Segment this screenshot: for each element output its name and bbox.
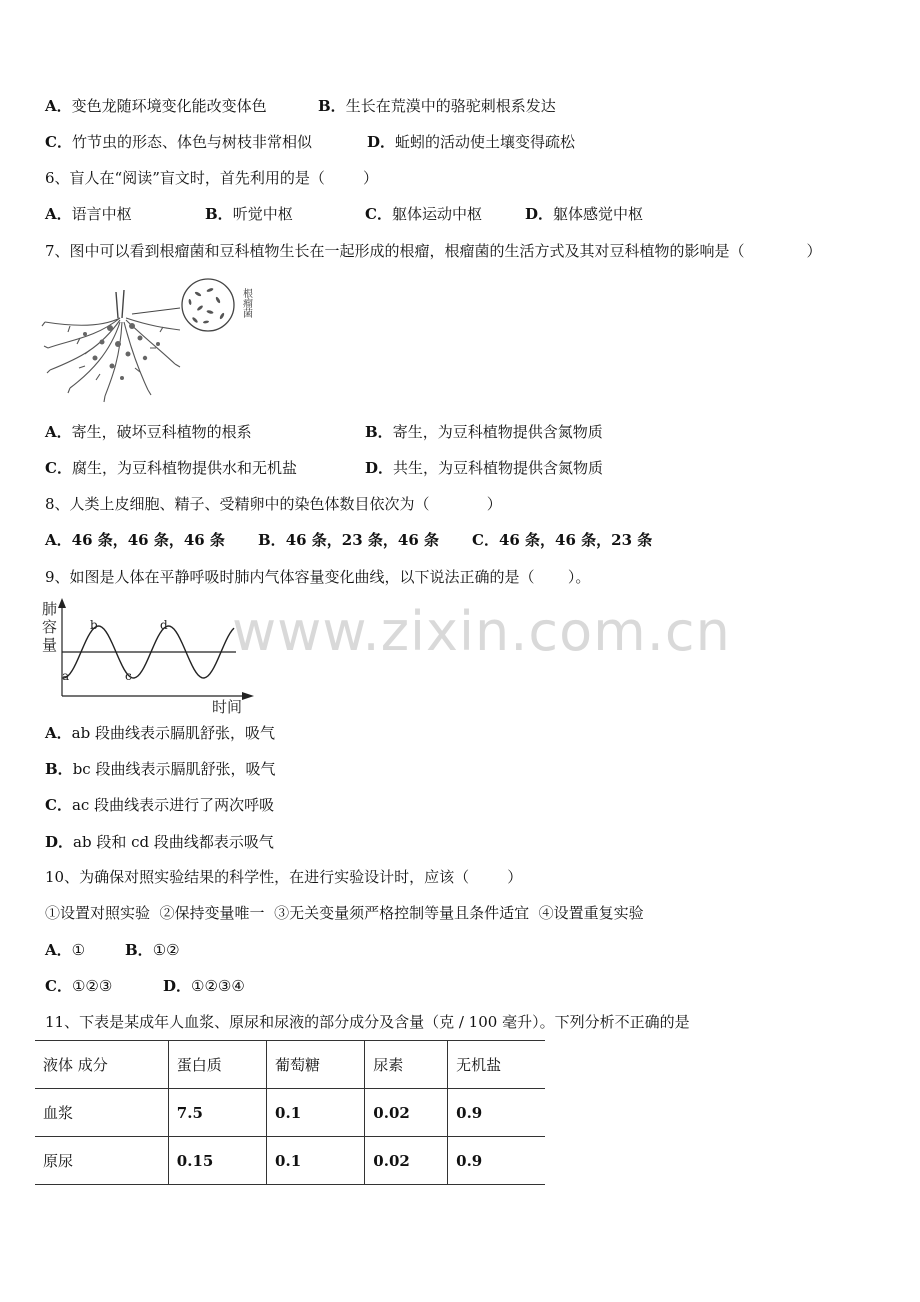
root-nodule-figure [40, 278, 265, 410]
q8-option-c: C．46 条，46 条，23 条 [472, 531, 653, 549]
table-row [35, 1089, 545, 1137]
q9-option-a: A．ab 段曲线表示膈肌舒张，吸气 [45, 724, 275, 742]
lung-volume-graph [40, 598, 260, 716]
y-axis-label-1: 肺 [42, 600, 58, 618]
q5-option-d: D．蚯蚓的活动使土壤变得疏松 [367, 133, 576, 151]
q6-option-b: B．听觉中枢 [205, 205, 293, 223]
table-header-cell: 葡萄糖 [267, 1041, 365, 1089]
q7-option-b: B．寄生，为豆科植物提供含氮物质 [365, 423, 603, 441]
q10-option-b: B．①② [125, 941, 180, 959]
q6-option-c: C．躯体运动中枢 [365, 205, 482, 223]
y-axis-label-2: 容 [42, 618, 58, 636]
q7-option-d: D．共生，为豆科植物提供含氮物质 [365, 459, 604, 477]
q10-stem: 10、为确保对照实验结果的科学性，在进行实验设计时，应该（ ） [45, 868, 523, 886]
q11-stem: 11、下表是某成年人血浆、原尿和尿液的部分成分及含量（克 / 100 毫升）。下列分析不正确的是 [45, 1013, 690, 1031]
table-cell: 0.02 [365, 1089, 448, 1137]
q8-stem: 8、人类上皮细胞、精子、受精卵中的染色体数目依次为（ ） [45, 495, 502, 513]
q5-option-a: A．变色龙随环境变化能改变体色 [45, 97, 267, 115]
table-cell: 0.9 [448, 1089, 545, 1137]
table-cell: 0.15 [168, 1137, 266, 1185]
table-cell: 原尿 [35, 1137, 168, 1185]
watermark: www.zixin.com.cn [232, 600, 731, 663]
table-cell: 0.9 [448, 1137, 545, 1185]
table-header-cell: 无机盐 [448, 1041, 545, 1089]
q7-option-c: C．腐生，为豆科植物提供水和无机盐 [45, 459, 297, 477]
table-header-row [35, 1041, 545, 1089]
q6-option-a: A．语言中枢 [45, 205, 132, 223]
y-axis-label-3: 量 [42, 636, 58, 654]
root-nodule-label: 根瘤菌 [240, 288, 252, 318]
table-header-cell: 尿素 [365, 1041, 448, 1089]
q10-option-c: C．①②③ [45, 977, 113, 995]
table-cell: 0.1 [267, 1137, 365, 1185]
q9-stem: 9、如图是人体在平静呼吸时肺内气体容量变化曲线，以下说法正确的是（ ）。 [45, 568, 591, 586]
point-b-label: b [90, 618, 98, 632]
q7-stem: 7、图中可以看到根瘤菌和豆科植物生长在一起形成的根瘤，根瘤菌的生活方式及其对豆科植物的影响是（ ） [45, 242, 822, 260]
x-axis-label: 时间 [212, 698, 243, 716]
point-a-label: a [62, 669, 70, 683]
q10-items: ①设置对照实验 ②保持变量唯一 ③无关变量须严格控制等量且条件适宜 ④设置重复实验 [45, 904, 644, 922]
q6-option-d: D．躯体感觉中枢 [525, 205, 644, 223]
table-cell: 血浆 [35, 1089, 168, 1137]
q5-option-b: B．生长在荒漠中的骆驼刺根系发达 [318, 97, 556, 115]
q10-option-d: D．①②③④ [163, 977, 245, 995]
table-cell: 7.5 [168, 1089, 266, 1137]
table-header-cell: 液体 成分 [35, 1041, 168, 1089]
q9-option-c: C．ac 段曲线表示进行了两次呼吸 [45, 796, 275, 814]
q8-option-a: A．46 条，46 条，46 条 [45, 531, 225, 549]
point-c-label: c [125, 669, 132, 683]
q5-option-c: C．竹节虫的形态、体色与树枝非常相似 [45, 133, 312, 151]
q9-option-d: D．ab 段和 cd 段曲线都表示吸气 [45, 833, 274, 851]
q7-option-a: A．寄生，破坏豆科植物的根系 [45, 423, 252, 441]
table-header-cell: 蛋白质 [168, 1041, 266, 1089]
q8-option-b: B．46 条，23 条，46 条 [258, 531, 439, 549]
table-row [35, 1137, 545, 1185]
table-cell: 0.02 [365, 1137, 448, 1185]
composition-table [35, 1040, 545, 1185]
point-d-label: d [160, 618, 168, 632]
q6-stem: 6、盲人在“阅读”盲文时，首先利用的是（ ） [45, 169, 379, 187]
q9-option-b: B．bc 段曲线表示膈肌舒张，吸气 [45, 760, 276, 778]
q10-option-a: A．① [45, 941, 86, 959]
table-cell: 0.1 [267, 1089, 365, 1137]
